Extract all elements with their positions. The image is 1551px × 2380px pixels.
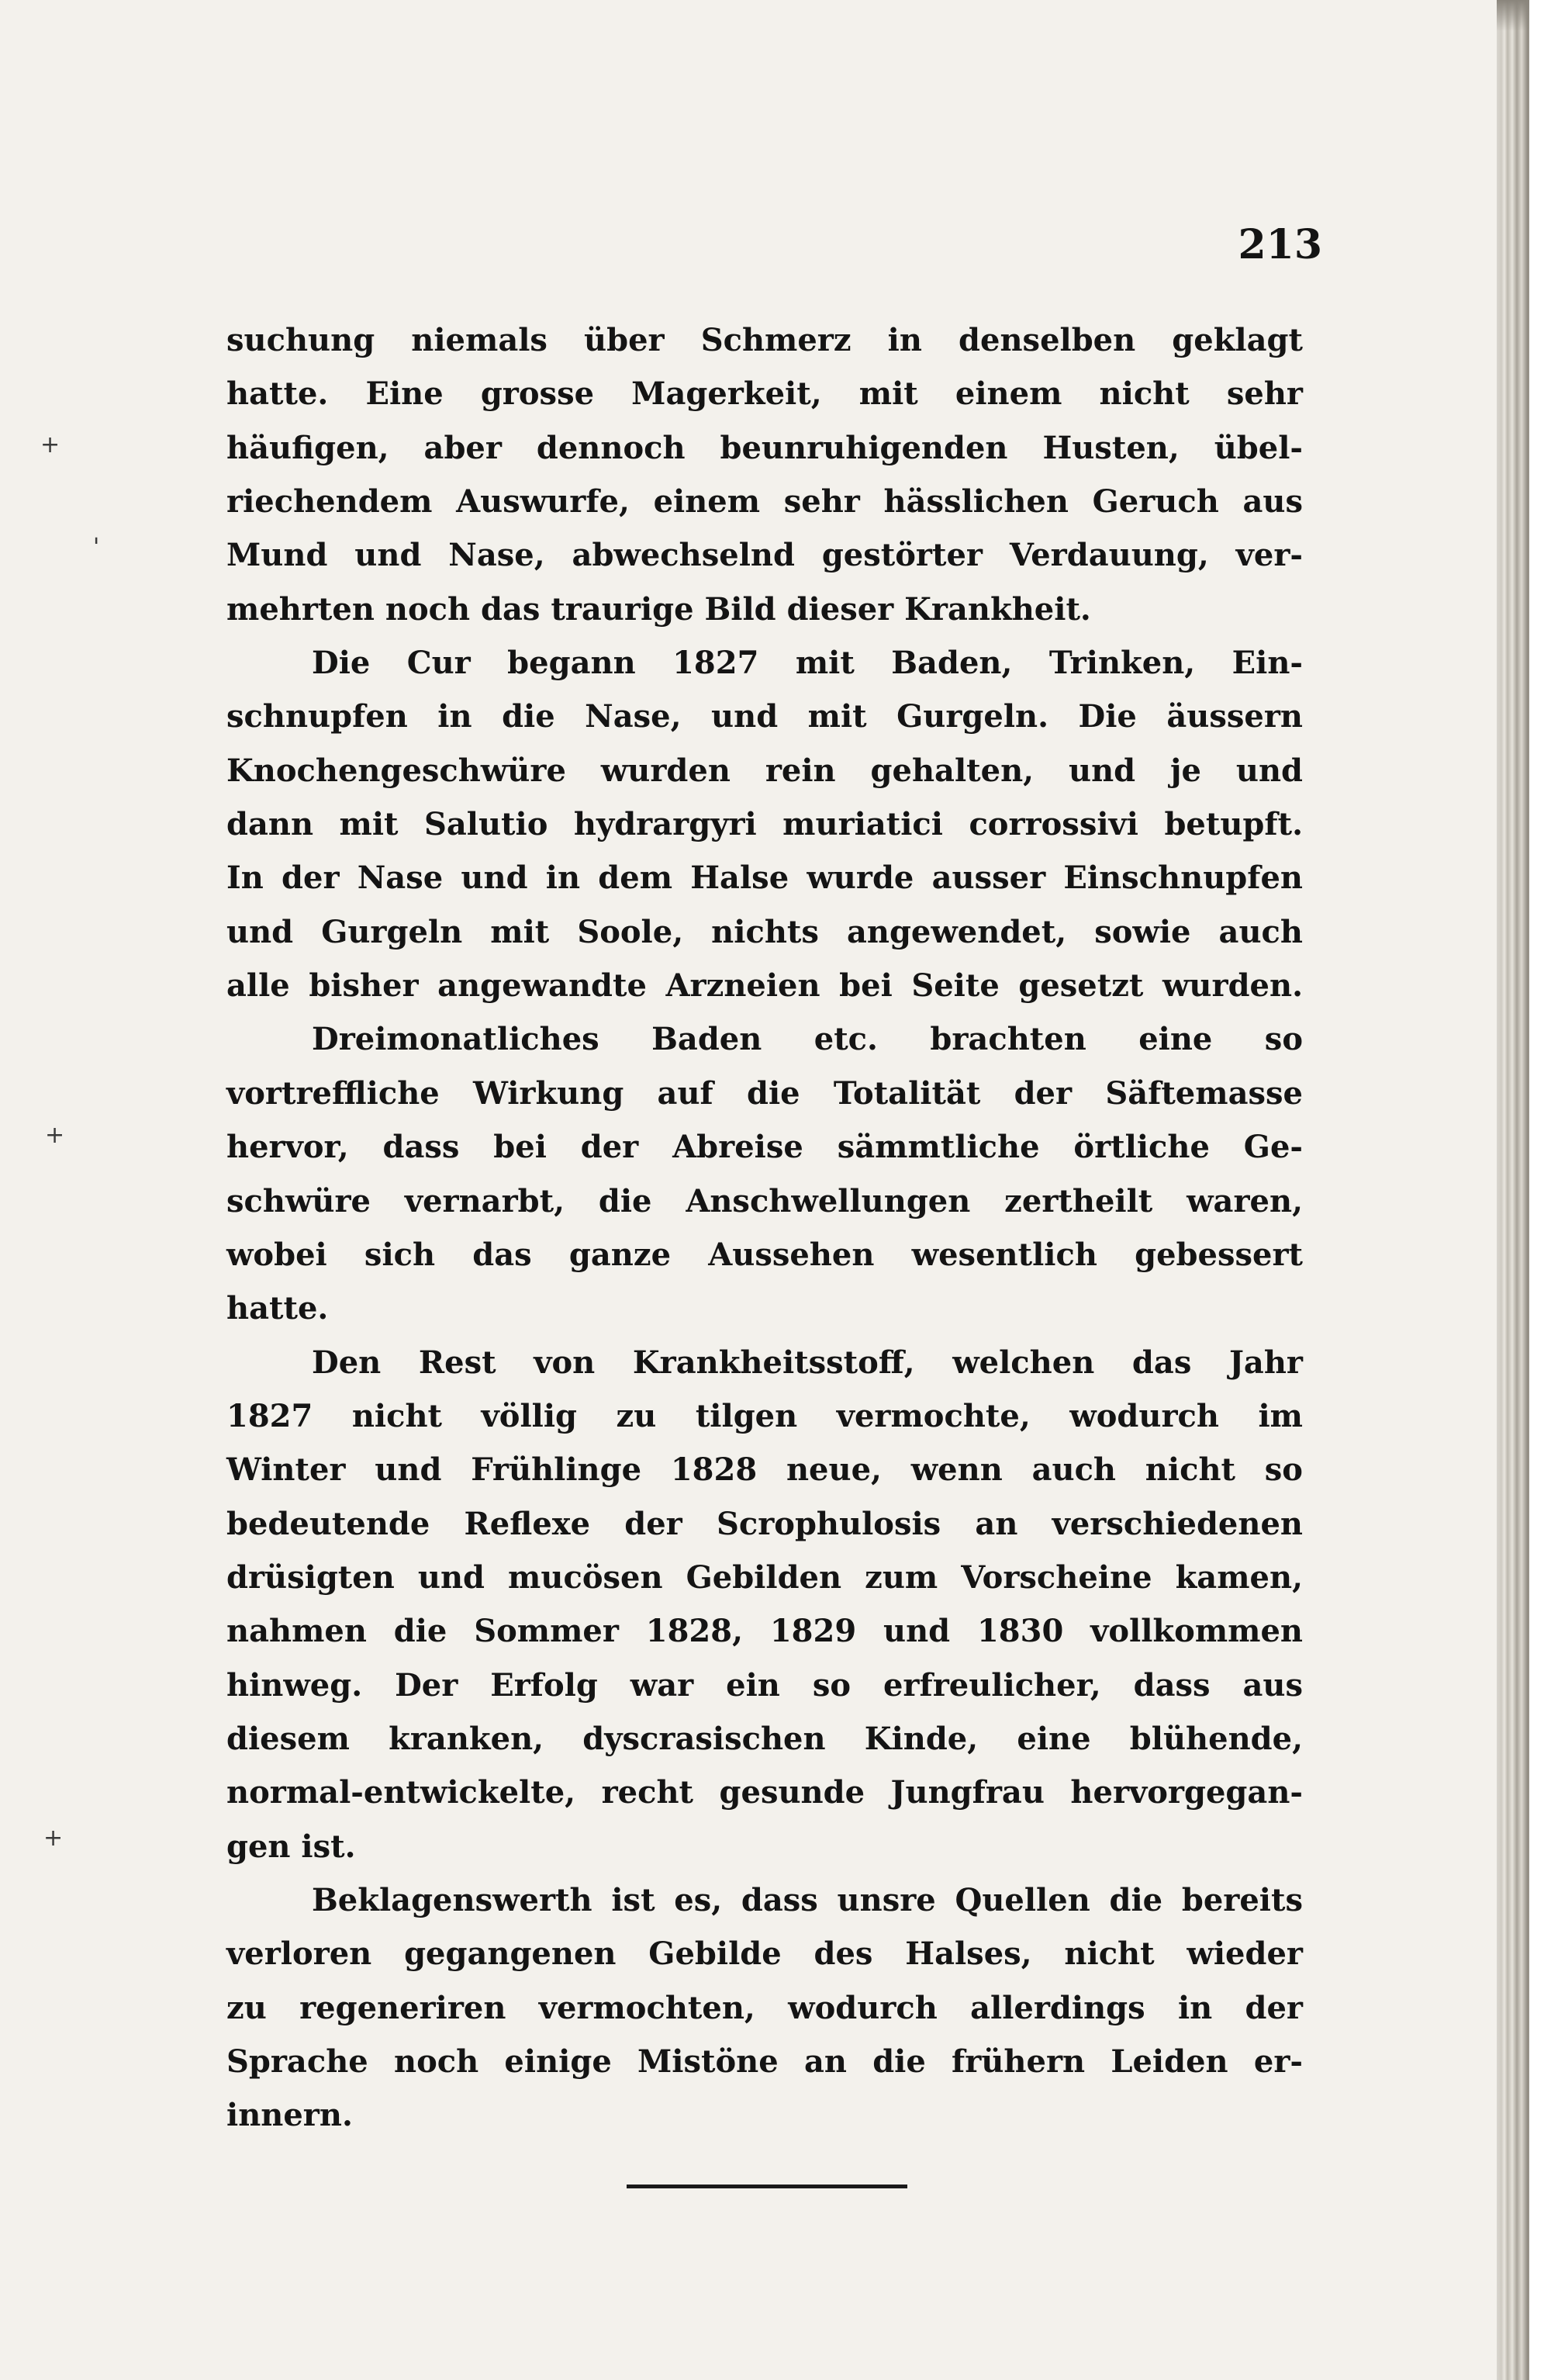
text-line: normal-entwickelte, recht gesunde Jungfrau hervorgegan-: [226, 1774, 1303, 1811]
text-line: hervor, dass bei der Abreise sämmtliche örtliche Ge-: [226, 1129, 1303, 1166]
text-line: vortreffliche Wirkung auf die Totalität der Säftemasse: [226, 1074, 1303, 1112]
text-line: riechendem Auswurfe, einem sehr hässlichen Geruch aus: [226, 483, 1303, 521]
text-line: schnupfen in die Nase, und mit Gurgeln. Die äussern: [226, 698, 1303, 735]
page-edge-shadow: [1497, 0, 1529, 31]
text-line: Knochengeschwüre wurden rein gehalten, und je und: [226, 752, 1303, 789]
text-line: verloren gegangenen Gebilde des Halses, nicht wieder: [226, 1935, 1303, 1973]
text-line: schwüre vernarbt, die Anschwellungen zertheilt waren,: [226, 1182, 1303, 1219]
text-line: mehrten noch das traurige Bild dieser Krankheit.: [226, 590, 1091, 628]
end-rule: [627, 2185, 907, 2188]
text-line: suchung niemals über Schmerz in denselben geklagt: [226, 322, 1303, 358]
margin-mark: +: [45, 1122, 65, 1149]
body-text: [226, 313, 1303, 2143]
text-line: Winter und Frühlinge 1828 neue, wenn auch nicht so: [226, 1451, 1303, 1489]
text-line: zu regeneriren vermochten, wodurch allerdings in der: [226, 1989, 1303, 2026]
text-line: wobei sich das ganze Aussehen wesentlich gebessert: [226, 1236, 1303, 1273]
text-line: diesem kranken, dyscrasischen Kinde, eine blühende,: [226, 1720, 1303, 1757]
text-line: und Gurgeln mit Soole, nichts angewendet, sowie auch: [226, 913, 1303, 950]
margin-mark: +: [43, 1825, 64, 1852]
text-line: Die Cur begann 1827 mit Baden, Trinken, Ein-: [312, 645, 1303, 682]
text-line: Den Rest von Krankheitsstoff, welchen das Jahr: [312, 1344, 1303, 1381]
text-line: alle bisher angewandte Arzneien bei Seite gesetzt wurden.: [226, 967, 1303, 1005]
text-line: dann mit Salutio hydrargyri muriatici corrossivi betupft.: [226, 806, 1303, 843]
margin-mark: ': [93, 534, 100, 561]
text-line: bedeutende Reflexe der Scrophulosis an verschiedenen: [226, 1505, 1303, 1542]
text-line: Sprache noch einige Mistöne an die frühern Leiden er-: [226, 2043, 1303, 2080]
page-number: 213: [1238, 221, 1322, 268]
text-line: hatte. Eine grosse Magerkeit, mit einem nicht sehr: [226, 375, 1303, 413]
margin-mark: +: [40, 431, 60, 458]
text-line: 1827 nicht völlig zu tilgen vermochte, wodurch im: [226, 1397, 1303, 1434]
text-line: In der Nase und in dem Halse wurde ausser Einschnupfen: [226, 860, 1303, 897]
text-line: drüsigten und mucösen Gebilden zum Vorscheine kamen,: [226, 1558, 1303, 1596]
text-line: hatte.: [226, 1290, 329, 1327]
page-edge: [1497, 0, 1529, 2380]
text-line: Mund und Nase, abwechselnd gestörter Verdauung, ver-: [226, 537, 1303, 574]
text-line: gen ist.: [226, 1828, 356, 1865]
text-line: Beklagenswerth ist es, dass unsre Quellen die bereits: [312, 1881, 1303, 1918]
text-line: Dreimonatliches Baden etc. brachten eine so: [312, 1021, 1303, 1058]
text-line: häufigen, aber dennoch beunruhigenden Husten, übel-: [226, 429, 1303, 466]
text-line: hinweg. Der Erfolg war ein so erfreulicher, dass aus: [226, 1666, 1303, 1704]
text-line: innern.: [226, 2097, 353, 2134]
text-line: nahmen die Sommer 1828, 1829 und 1830 vollkommen: [226, 1613, 1303, 1650]
